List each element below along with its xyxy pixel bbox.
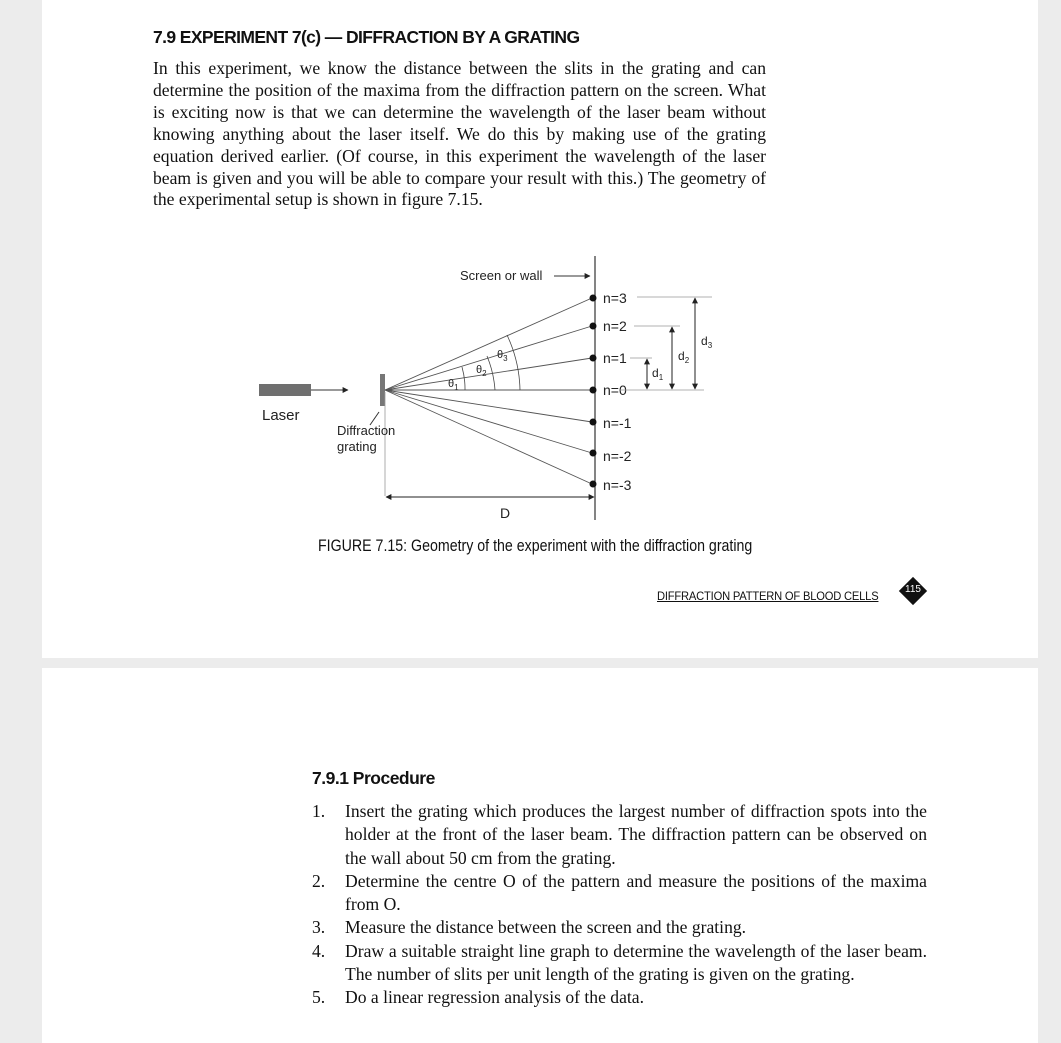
grating-label-line2: grating <box>337 439 377 454</box>
ray-n-1 <box>385 390 592 422</box>
arc-theta1 <box>462 367 465 390</box>
step-text: Do a linear regression analysis of the data. <box>345 987 644 1008</box>
d1-label: $d_1$ <box>652 366 664 382</box>
dot-n-3 <box>590 481 597 488</box>
d2-label: $d_2$ <box>678 349 690 365</box>
ray-n2 <box>385 326 592 390</box>
dot-n2 <box>590 323 597 330</box>
page-number: 115 <box>905 584 921 595</box>
laser-body <box>259 384 311 396</box>
order-label: n=-2 <box>603 448 632 464</box>
dot-n1 <box>590 355 597 362</box>
step-text: Draw a suitable straight line graph to determine the wavelength of the laser beam. The number of slits per unit length of the grating is given on the grating. <box>345 940 927 985</box>
distance-guides <box>620 297 712 390</box>
order-label: n=2 <box>603 318 627 334</box>
section-title: 7.9 EXPERIMENT 7(c) — DIFFRACTION BY A GRATING <box>153 27 580 47</box>
diffraction-geometry-diagram <box>252 250 712 525</box>
page-116 <box>42 668 1038 1043</box>
dot-n-2 <box>590 450 597 457</box>
page-number-badge <box>898 576 928 606</box>
ray-n-3 <box>385 390 592 484</box>
diffraction-grating <box>380 374 385 406</box>
step-text: Measure the distance between the screen and the grating. <box>345 917 747 938</box>
order-label: n=0 <box>603 382 627 398</box>
running-head: DIFFRACTION PATTERN OF BLOOD CELLS <box>657 589 879 603</box>
procedure-step <box>312 800 927 870</box>
theta2-label: $\theta_2$ <box>476 364 487 378</box>
page-115 <box>42 0 1038 658</box>
order-label: n=-1 <box>603 415 632 431</box>
step-number: 3. <box>312 917 326 938</box>
arc-theta3 <box>507 335 520 390</box>
order-label: n=1 <box>603 350 627 366</box>
ray-n1 <box>385 358 592 390</box>
order-label: n=-3 <box>603 477 632 493</box>
dot-n0 <box>590 387 597 394</box>
procedure-step <box>312 940 927 987</box>
step-number: 4. <box>312 940 326 961</box>
ray-n3 <box>385 298 592 390</box>
procedure-step <box>312 986 927 1009</box>
theta1-label: $\theta_1$ <box>448 378 459 392</box>
step-number: 1. <box>312 801 326 821</box>
grating-label-line1: Diffraction <box>337 423 396 438</box>
step-number: 2. <box>312 870 326 891</box>
d3-label: $d_3$ <box>701 334 712 350</box>
order-labels <box>603 290 632 493</box>
order-label: n=3 <box>603 290 627 306</box>
figure-caption: FIGURE 7.15: Geometry of the experiment with the diffraction grating <box>318 537 753 555</box>
intro-paragraph: In this experiment, we know the distance between the slits in the grating and can determine the position of the maxima from the diffraction pattern on the screen. What is exciting now is that we can determine the wavelength of the laser beam without knowing anything about the laser itself. We do this by making use of the grating equation derived earlier. (Of course, in this experiment the wavelength of the laser beam is given and you will be able to compare your result with this.) The geometry of the experimental setup is shown in figure 7.15. <box>153 58 766 210</box>
ray-n-2 <box>385 390 592 453</box>
procedure-list <box>312 800 927 1010</box>
subsection-title: 7.9.1 Procedure <box>312 768 435 788</box>
step-number: 5. <box>312 987 326 1008</box>
step-text: Determine the centre O of the pattern and measure the positions of the maxima from O. <box>345 870 927 915</box>
distance-d-label: D <box>500 505 511 521</box>
theta3-label: $\theta_3$ <box>497 349 508 363</box>
laser-label: Laser <box>262 407 300 424</box>
figure-7-15 <box>252 250 712 529</box>
procedure-step <box>312 916 927 939</box>
diffraction-rays <box>385 298 592 484</box>
step-text: Insert the grating which produces the largest number of diffraction spots into the holder at the front of the laser beam. The diffraction pattern can be observed on the wall about 50 cm from the grating. <box>345 801 927 868</box>
screen-label: Screen or wall <box>460 268 543 283</box>
procedure-step <box>312 870 927 917</box>
dot-n-1 <box>590 419 597 426</box>
dot-n3 <box>590 295 597 302</box>
